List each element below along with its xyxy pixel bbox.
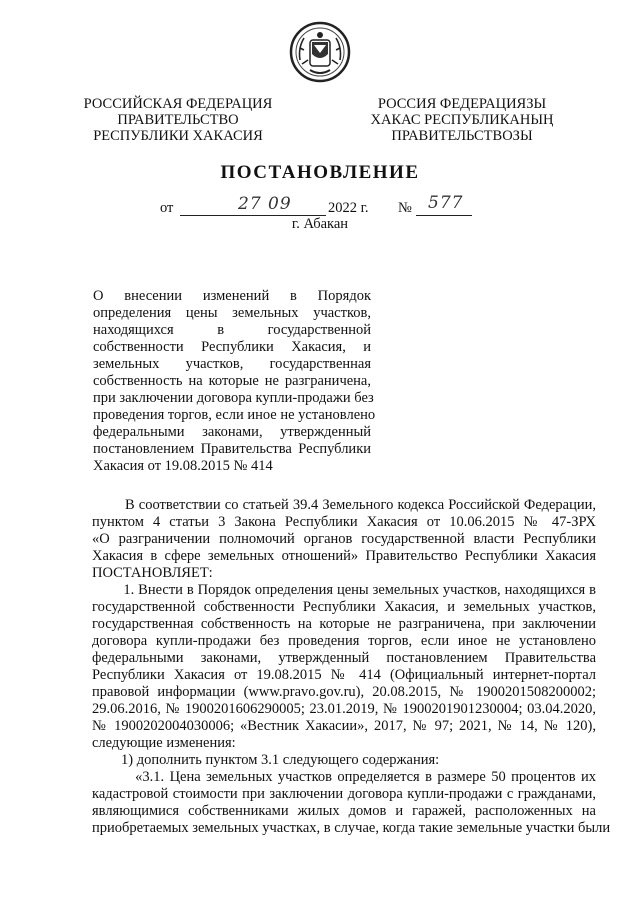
body-line: пунктом 4 статьи 3 Закона Республики Хакасия от 10.06.2015 № 47-ЗРХ (92, 514, 596, 530)
subject-line: находящихся в государственной (93, 322, 371, 338)
date-prefix: от (160, 200, 174, 216)
body-line: 1) дополнить пунктом 3.1 следующего содержания: (92, 752, 440, 768)
subject-line: постановлением Правительства Республики (93, 441, 371, 457)
body-line: приобретаемых земельных участках, в случае, когда такие земельные участки были (92, 820, 611, 836)
document-title: ПОСТАНОВЛЕНИЕ (220, 162, 420, 183)
body-line: Хакасия в сфере земельных отношений» Правительство Республики Хакасия (92, 548, 596, 564)
body-line: правовой информации (www.pravo.gov.ru), 20.08.2015, № 1900201508200002; (92, 684, 596, 700)
subject-line: определения цены земельных участков, (93, 305, 371, 321)
body-line: следующие изменения: (92, 735, 236, 751)
subject-line: собственность на которые не разграничена, (93, 373, 371, 389)
subject-line: при заключении договора купли-продажи без (93, 390, 374, 406)
body-line: 29.06.2016, № 1900201606290005; 23.01.2019, № 1900201901230004; 03.04.2020, (92, 701, 596, 717)
body-line: кадастровой стоимости при заключении договора купли-продажи с гражданами, (92, 786, 596, 802)
header-left-line: ПРАВИТЕЛЬСТВО (117, 112, 239, 128)
number-sign: № (398, 200, 412, 216)
handwritten-number: 577 (428, 193, 464, 213)
subject-line: федеральными законами, утвержденный (93, 424, 371, 440)
city-label: г. Абакан (291, 216, 349, 232)
body-line: ПОСТАНОВЛЯЕТ: (92, 565, 213, 581)
body-line: № 1900202004030006; «Вестник Хакасии», 2017, № 97; 2021, № 14, № 120), (92, 718, 596, 734)
body-line: являющимися собственниками жилых домов и гаражей, расположенных на (92, 803, 596, 819)
body-line: федеральными законами, утвержденный постановлением Правительства (92, 650, 596, 666)
body-line: договора купли-продажи без проведения торгов, если иное не установлено (92, 633, 596, 649)
subject-line: Хакасия от 19.08.2015 № 414 (93, 458, 273, 474)
header-left-line: РОССИЙСКАЯ ФЕДЕРАЦИЯ (83, 96, 273, 112)
header-right-line: ПРАВИТЕЛЬСТВОЗЫ (391, 128, 533, 144)
header-left-line: РЕСПУБЛИКИ ХАКАСИЯ (93, 128, 263, 144)
subject-line: проведения торгов, если иное не установлено (93, 407, 376, 423)
body-line: государственная собственность на которые не разграничена, при заключении (92, 616, 596, 632)
body-text (92, 497, 611, 837)
subject-line: земельных участков, государственная (93, 356, 371, 372)
subject-line: О внесении изменений в Порядок (93, 288, 371, 304)
body-line: Республики Хакасия от 19.08.2015 № 414 (Официальный интернет-портал (92, 667, 596, 683)
header-right-block (362, 96, 562, 144)
body-line: «3.1. Цена земельных участков определяется в размере 50 процентов их (92, 769, 596, 785)
subject-line: собственности Республики Хакасия, и (93, 339, 371, 355)
body-line: государственной собственности Республики Хакасия, и земельных участков, (92, 599, 596, 615)
coat-of-arms-icon (288, 20, 352, 84)
body-line: В соответствии со статьей 39.4 Земельного кодекса Российской Федерации, (92, 497, 596, 513)
body-line: 1. Внести в Порядок определения цены земельных участков, находящихся в (92, 582, 596, 598)
header-right-line: РОССИЯ ФЕДЕРАЦИЯЗЫ (377, 96, 547, 112)
header-right-line: ХАКАС РЕСПУБЛИКАНЫҢ (370, 112, 554, 128)
body-line: «О разграничении полномочий органов государственной власти Республики (92, 531, 596, 547)
date-year: 2022 г. (328, 200, 369, 216)
header-left-block (78, 96, 278, 144)
subject-block (93, 288, 376, 475)
handwritten-date: 27 09 (238, 194, 292, 214)
